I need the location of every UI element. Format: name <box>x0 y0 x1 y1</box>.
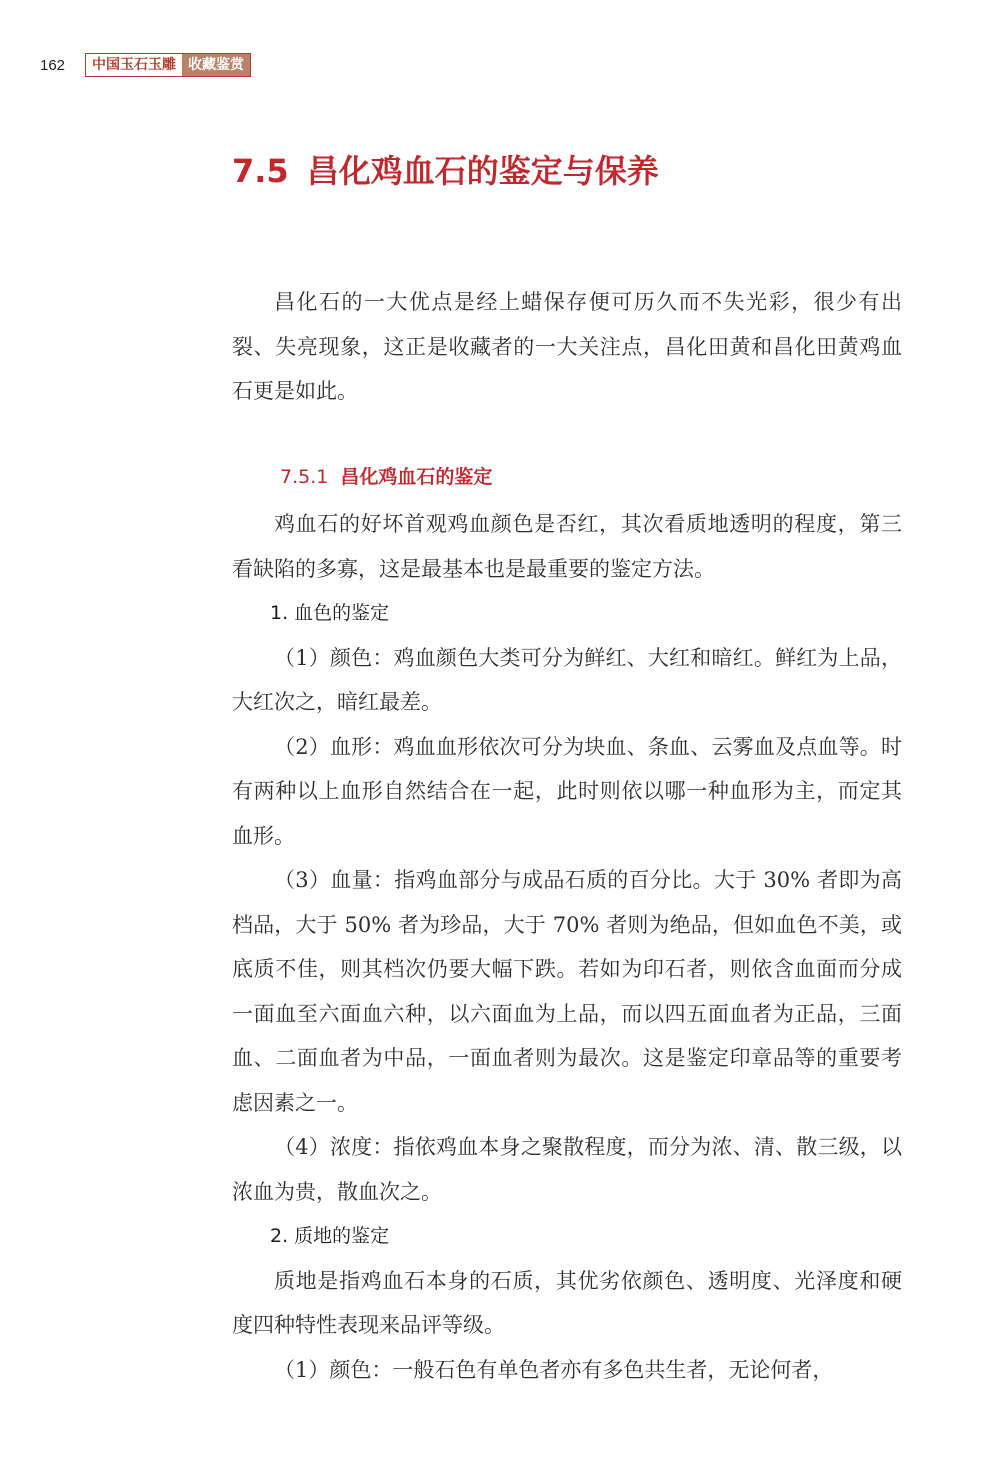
paragraph: （1）颜色：一般石色有单色者亦有多色共生者，无论何者， <box>274 1357 834 1382</box>
chapter-title-text: 昌化鸡血石的鉴定与保养 <box>306 152 659 190</box>
book-title: 中国玉石玉雕 <box>86 54 182 76</box>
page-header <box>40 52 251 78</box>
subheading-texture: 2. 质地的鉴定 <box>270 1225 390 1247</box>
body-text <box>232 502 902 1392</box>
paragraph: （2）血形：鸡血血形依次可分为块血、条血、云雾血及点血等。时有两种以上血形自然结合在一起，此时则依以哪一种血形为主，而定其血形。 <box>232 734 902 848</box>
paragraph: 质地是指鸡血石本身的石质，其优劣依颜色、透明度、光泽度和硬度四种特性表现来品评等级。 <box>232 1268 902 1337</box>
paragraph: （1）颜色：鸡血颜色大类可分为鲜红、大红和暗红。鲜红为上品，大红次之，暗红最差。 <box>232 645 902 714</box>
section-heading <box>280 462 492 489</box>
section-title: 昌化鸡血石的鉴定 <box>340 466 493 488</box>
subheading-blood-color: 1. 血色的鉴定 <box>270 602 390 624</box>
book-title-banner <box>85 53 251 77</box>
paragraph: （4）浓度：指依鸡血本身之聚散程度，而分为浓、清、散三级，以浓血为贵，散血次之。 <box>232 1135 902 1204</box>
intro-paragraph: 昌化石的一大优点是经上蜡保存便可历久而不失光彩，很少有出裂、失亮现象，这正是收藏者的一大关注点，昌化田黄和昌化田黄鸡血石更是如此。 <box>232 290 902 403</box>
intro-block <box>232 280 902 414</box>
book-subtitle: 收藏鉴赏 <box>182 54 250 76</box>
chapter-number: 7.5 <box>232 152 289 190</box>
paragraph: （3）血量：指鸡血部分与成品石质的百分比。大于 30% 者即为高档品，大于 50% 者为珍品，大于 70% 者则为绝品，但如血色不美，或底质不佳，则其档次仍要大幅下跌。若如为印石者，则依含血面而分成一面血至六面血六种，以六面血为上品，而以四五面血者为正品，三面血、二面血者为中品，一面血者则为最次。这是鉴定印章品等的重要考虑因素之一。 <box>232 868 902 1115</box>
page-number: 162 <box>40 56 66 74</box>
paragraph: 鸡血石的好坏首观鸡血颜色是否红，其次看质地透明的程度，第三看缺陷的多寡，这是最基本也是最重要的鉴定方法。 <box>232 512 902 581</box>
section-number: 7.5.1 <box>280 466 329 488</box>
chapter-title <box>232 146 659 192</box>
